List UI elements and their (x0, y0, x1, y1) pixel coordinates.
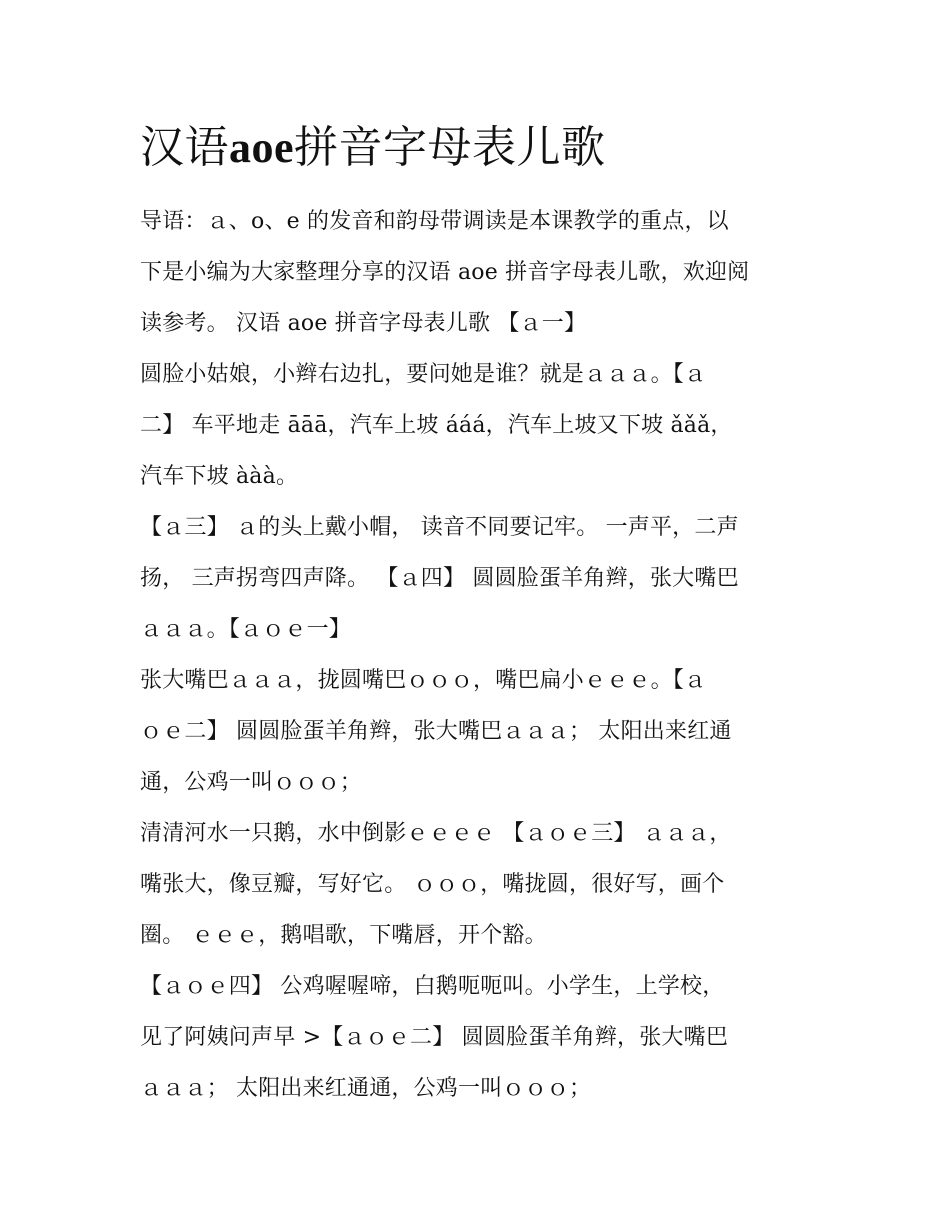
paragraph-aoe-four (140, 961, 820, 1114)
text-line: 汽车下坡 ààà。 (140, 464, 299, 489)
text-line: ｏｅ二】 圆圆脸蛋羊角辫，张大嘴巴ａａａ； 太阳出来红通 (140, 719, 732, 744)
text-line: 导语：ａ、o、e 的发音和韵母带调读是本课教学的重点，以 (140, 209, 729, 234)
text-line: ａａａ； 太阳出来红通通，公鸡一叫ｏｏｏ； (140, 1076, 592, 1101)
title-part-3: 拼音字母表儿歌 (294, 122, 606, 173)
text-line: 见了阿姨问声早 >【ａｏｅ二】 圆圆脸蛋羊角辫，张大嘴巴 (140, 1025, 729, 1050)
paragraph-aoe-one (140, 655, 820, 808)
title-part-1: 汉语 (140, 122, 229, 173)
text-line: ａａａ。【ａｏｅ一】 (140, 617, 352, 642)
text-line: 圆脸小姑娘，小辫右边扎，要问她是谁？就是ａａａ。【ａ (140, 362, 707, 387)
text-line: 圈。 ｅｅｅ，鹅唱歌，下嘴唇，开个豁。 (140, 923, 547, 948)
text-line: 【ａ三】 ａ的头上戴小帽， 读音不同要记牢。 一声平，二声 (140, 515, 739, 540)
paragraph-intro (140, 196, 820, 349)
text-line: 二】 车平地走 āāā，汽车上坡 ááá，汽车上坡又下坡 ǎǎǎ， (140, 413, 733, 438)
paragraph-a-three (140, 502, 820, 655)
text-line: 通，公鸡一叫ｏｏｏ； (140, 770, 363, 795)
text-line: 下是小编为大家整理分享的汉语 aoe 拼音字母表儿歌，欢迎阅 (140, 260, 750, 285)
text-line: 嘴张大，像豆瓣，写好它。 ｏｏｏ，嘴拢圆，很好写，画个 (140, 872, 725, 897)
paragraph-aoe-three (140, 808, 820, 961)
text-line: 【ａｏｅ四】 公鸡喔喔啼，白鹅呃呃叫。小学生，上学校， (140, 974, 725, 999)
text-line: 扬， 三声拐弯四声降。 【ａ四】 圆圆脸蛋羊角辫，张大嘴巴 (140, 566, 739, 591)
document-body (140, 196, 820, 1114)
title-part-2: aoe (229, 123, 295, 172)
text-line: 张大嘴巴ａａａ，拢圆嘴巴ｏｏｏ，嘴巴扁小ｅｅｅ。【ａ (140, 668, 707, 693)
paragraph-a-one (140, 349, 820, 502)
document-title (140, 118, 820, 178)
text-line: 清清河水一只鹅，水中倒影ｅｅｅｅ 【ａｏｅ三】 ａａａ， (140, 821, 732, 846)
text-line: 读参考。 汉语 aoe 拼音字母表儿歌 【ａ一】 (140, 311, 587, 336)
